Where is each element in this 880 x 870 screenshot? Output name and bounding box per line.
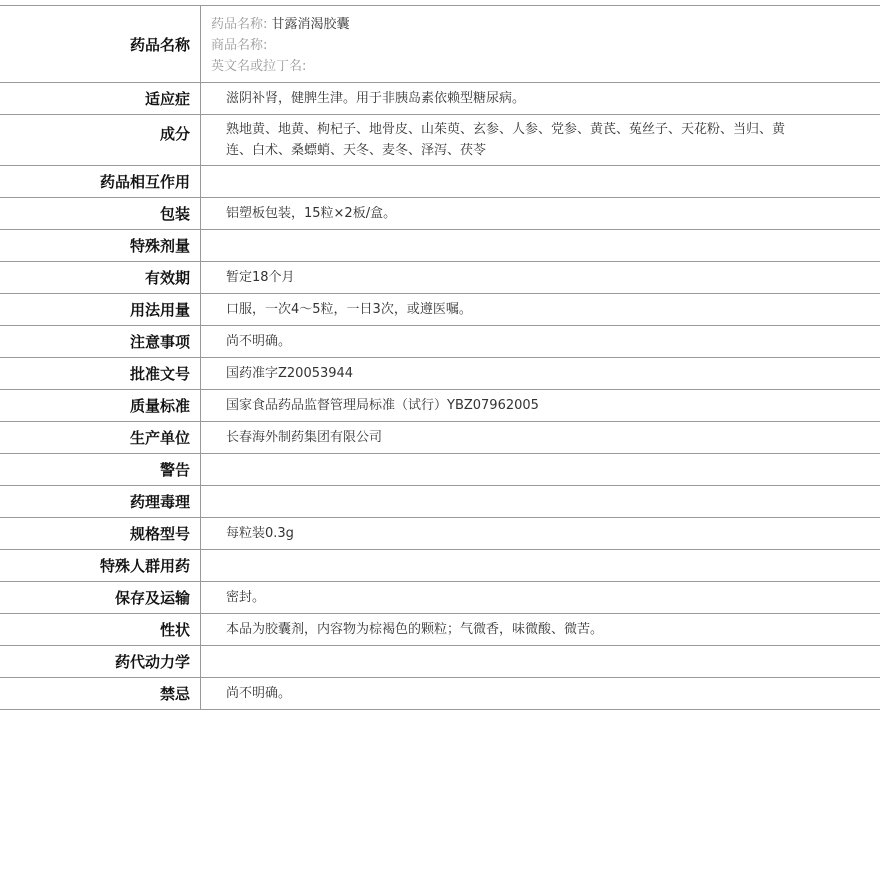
row-label: 特殊人群用药 xyxy=(0,550,201,582)
row-value: 暂定18个月 xyxy=(201,262,880,294)
row-value: 滋阴补肾，健脾生津。用于非胰岛素依赖型糖尿病。 xyxy=(201,83,880,115)
row-description xyxy=(0,614,880,646)
row-label: 药理毒理 xyxy=(0,486,201,518)
row-storage xyxy=(0,582,880,614)
row-value xyxy=(201,230,880,262)
row-contraindications xyxy=(0,678,880,710)
row-label: 注意事项 xyxy=(0,326,201,358)
row-warning xyxy=(0,454,880,486)
ingredients-text: 熟地黄、地黄、枸杞子、地骨皮、山茱萸、玄参、人参、党参、黄芪、菟丝子、天花粉、当归、黄连、白术、桑螵蛸、天冬、麦冬、泽泻、茯苓 xyxy=(226,122,786,158)
row-label: 药代动力学 xyxy=(0,646,201,678)
row-manufacturer xyxy=(0,422,880,454)
row-value xyxy=(201,454,880,486)
row-label: 质量标准 xyxy=(0,390,201,422)
drug-info-table xyxy=(0,5,880,710)
trade-name-line xyxy=(211,35,880,56)
row-value: 铝塑板包装，15粒×2板/盒。 xyxy=(201,198,880,230)
row-special-populations xyxy=(0,550,880,582)
row-value xyxy=(201,646,880,678)
row-label: 有效期 xyxy=(0,262,201,294)
row-label: 警告 xyxy=(0,454,201,486)
row-value: 本品为胶囊剂，内容物为棕褐色的颗粒；气微香，味微酸、微苦。 xyxy=(201,614,880,646)
row-special-dosage xyxy=(0,230,880,262)
row-packaging xyxy=(0,198,880,230)
row-value: 口服，一次4～5粒，一日3次，或遵医嘱。 xyxy=(201,294,880,326)
row-value xyxy=(201,486,880,518)
row-label: 批准文号 xyxy=(0,358,201,390)
row-label: 成分 xyxy=(0,115,201,166)
row-value xyxy=(201,115,880,166)
row-indications xyxy=(0,83,880,115)
row-value: 尚不明确。 xyxy=(201,678,880,710)
row-label: 保存及运输 xyxy=(0,582,201,614)
row-pharmacokinetics xyxy=(0,646,880,678)
row-label: 包装 xyxy=(0,198,201,230)
row-value: 每粒装0.3g xyxy=(201,518,880,550)
row-approval-number xyxy=(0,358,880,390)
drug-name-cell xyxy=(201,6,880,83)
row-label: 规格型号 xyxy=(0,518,201,550)
latin-name-line xyxy=(211,56,880,77)
row-value: 密封。 xyxy=(201,582,880,614)
row-value: 长春海外制药集团有限公司 xyxy=(201,422,880,454)
row-precautions xyxy=(0,326,880,358)
row-drug-interactions xyxy=(0,166,880,198)
row-value: 尚不明确。 xyxy=(201,326,880,358)
trade-name-key: 商品名称: xyxy=(211,38,268,53)
row-label: 用法用量 xyxy=(0,294,201,326)
row-value xyxy=(201,550,880,582)
row-label: 生产单位 xyxy=(0,422,201,454)
row-label: 药品名称 xyxy=(0,6,201,83)
row-shelf-life xyxy=(0,262,880,294)
row-usage-dosage xyxy=(0,294,880,326)
generic-name-value: 甘露消渴胶囊 xyxy=(271,17,350,32)
row-pharmacology xyxy=(0,486,880,518)
row-drug-name xyxy=(0,6,880,83)
generic-name-key: 药品名称: xyxy=(211,17,268,32)
row-label: 禁忌 xyxy=(0,678,201,710)
row-quality-standard xyxy=(0,390,880,422)
row-value: 国药准字Z20053944 xyxy=(201,358,880,390)
row-ingredients xyxy=(0,115,880,166)
row-label: 特殊剂量 xyxy=(0,230,201,262)
row-value: 国家食品药品监督管理局标准（试行）YBZ07962005 xyxy=(201,390,880,422)
row-label: 性状 xyxy=(0,614,201,646)
generic-name-line xyxy=(211,14,880,35)
row-specification xyxy=(0,518,880,550)
latin-name-key: 英文名或拉丁名: xyxy=(211,59,307,74)
row-label: 药品相互作用 xyxy=(0,166,201,198)
row-value xyxy=(201,166,880,198)
row-label: 适应症 xyxy=(0,83,201,115)
